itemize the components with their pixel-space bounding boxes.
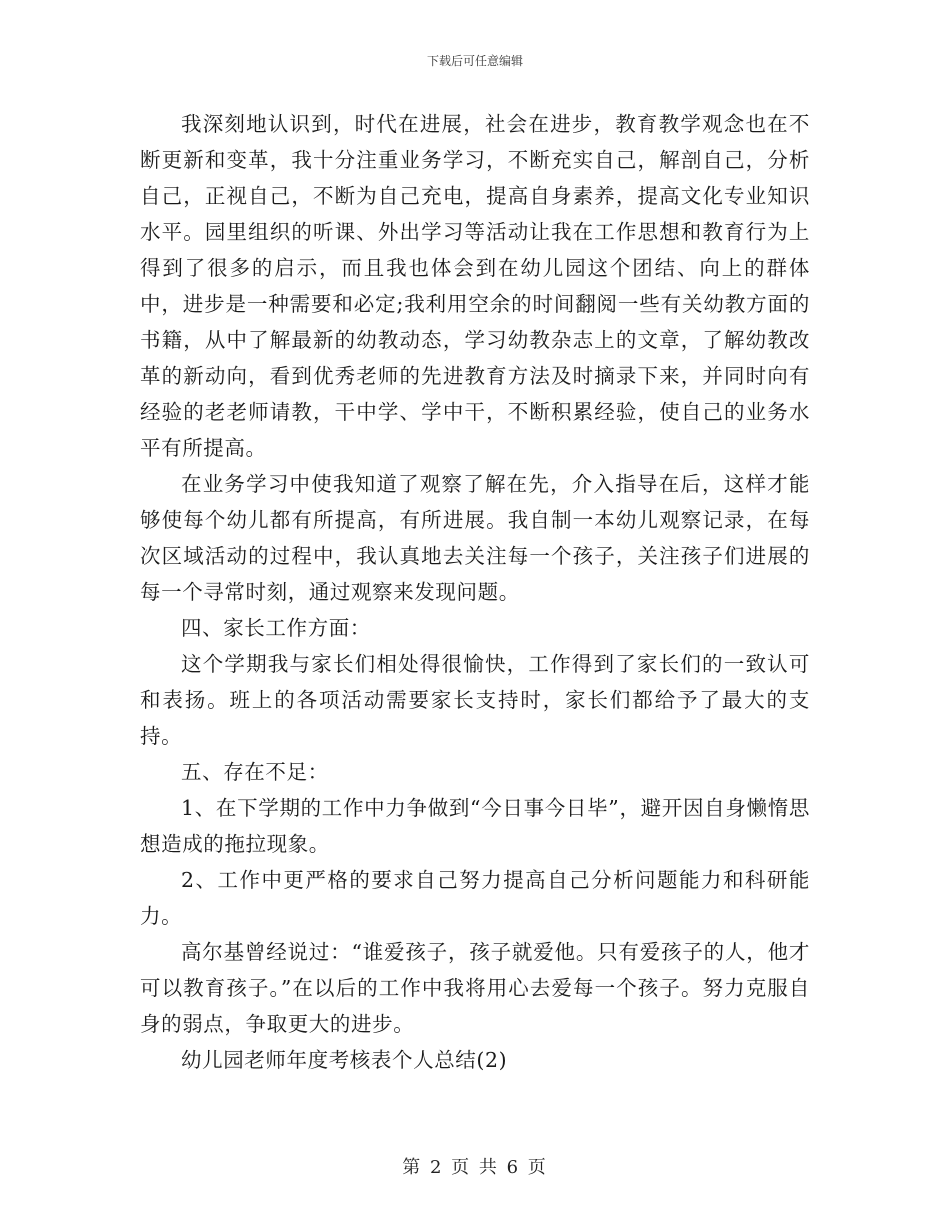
document-body	[140, 106, 810, 1078]
paragraph-parent-work: 这个学期我与家长们相处得很愉快，工作得到了家长们的一致认可和表扬。班上的各项活动需要家长支持时，家长们都给予了最大的支持。	[140, 652, 810, 748]
section-heading-parent-work: 四、家长工作方面：	[181, 616, 371, 640]
paragraph-gorky-quote: 高尔基曾经说过：“谁爱孩子，孩子就爱他。只有爱孩子的人，他才可以教育孩子。”在以后的工作中我将用心去爱每一个孩子。努力克服自身的弱点，争取更大的进步。	[140, 940, 810, 1036]
section-heading-shortcomings: 五、存在不足：	[181, 760, 329, 784]
page-header-note: 下载后可任意编辑	[426, 54, 523, 68]
next-document-title: 幼儿园老师年度考核表个人总结(2)	[181, 1048, 508, 1072]
paragraph-shortcoming-2: 2、工作中更严格的要求自己努力提高自己分析问题能力和科研能力。	[140, 868, 810, 928]
page-number-footer: 第 2 页 共 6 页	[402, 1157, 548, 1178]
paragraph-professional-study: 我深刻地认识到，时代在进展，社会在进步，教育教学观念也在不断更新和变革，我十分注重业务学习，不断充实自己，解剖自己，分析自己，正视自己，不断为自己充电，提高自身素养，提高文化专业知识水平。园里组织的听课、外出学习等活动让我在工作思想和教育行为上得到了很多的启示，而且我也体会到在幼儿园这个团结、向上的群体中，进步是一种需要和必定;我利用空余的时间翻阅一些有关幼教方面的书籍，从中了解最新的幼教动态，学习幼教杂志上的文章，了解幼教改革的新动向，看到优秀老师的先进教育方法及时摘录下来，并同时向有经验的老老师请教，干中学、学中干，不断积累经验，使自己的业务水平有所提高。	[140, 112, 810, 460]
paragraph-shortcoming-1: 1、在下学期的工作中力争做到“今日事今日毕”，避开因自身懒惰思想造成的拖拉现象。	[140, 796, 810, 856]
paragraph-observation: 在业务学习中使我知道了观察了解在先，介入指导在后，这样才能够使每个幼儿都有所提高，有所进展。我自制一本幼儿观察记录，在每次区域活动的过程中，我认真地去关注每一个孩子，关注孩子们进展的每一个寻常时刻，通过观察来发现问题。	[140, 472, 810, 604]
